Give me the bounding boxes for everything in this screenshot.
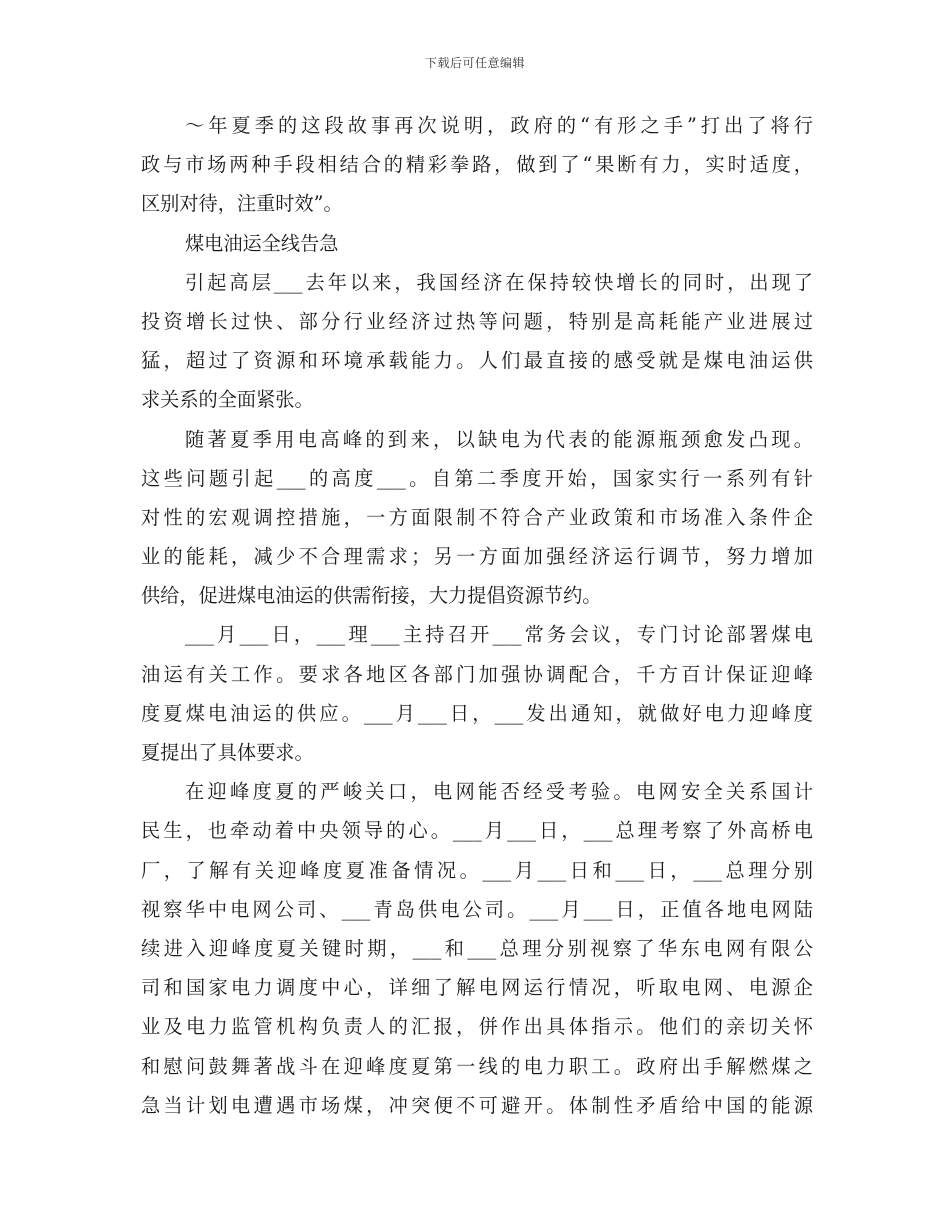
text-line: 和慰问鼓舞著战斗在迎峰度夏第一线的电力职工。政府出手解燃煤之 bbox=[141, 1054, 813, 1078]
text-line: 在迎峰度夏的严峻关口，电网能否经受考验。电网安全关系国计 bbox=[185, 780, 813, 804]
text-line: 油运有关工作。要求各地区各部门加强协调配合，千方百计保证迎峰 bbox=[141, 662, 813, 686]
text-line: 引起高层___去年以来，我国经济在保持较快增长的同时，出现了 bbox=[185, 270, 813, 294]
text-line: 供给，促进煤电油运的供需衔接，大力提倡资源节约。 bbox=[141, 584, 602, 608]
text-line: ___月___日，___理___主持召开___常务会议，专门讨论部署煤电 bbox=[185, 623, 813, 647]
text-line: 煤电油运全线告急 bbox=[185, 231, 339, 255]
text-line: 夏提出了具体要求。 bbox=[141, 741, 314, 764]
text-line: 续进入迎峰度夏关键时期，___和___总理分别视察了华东电网有限公 bbox=[141, 936, 813, 960]
text-line: 度夏煤电油运的供应。___月___日，___发出通知，就做好电力迎峰度 bbox=[141, 701, 813, 725]
text-line: 民生，也牵动着中央领导的心。___月___日，___总理考察了外高桥电 bbox=[141, 819, 813, 843]
text-line: 这些问题引起___的高度___。自第二季度开始，国家实行一系列有针 bbox=[141, 466, 813, 490]
page-header: 下载后可任意编辑 bbox=[424, 56, 525, 70]
text-line: 区别对待，注重时效”。 bbox=[141, 192, 343, 216]
text-line: 业及电力监管机构负责人的汇报，併作出具体指示。他们的亲切关怀 bbox=[141, 1015, 813, 1039]
text-line: 对性的宏观调控措施，一方面限制不符合产业政策和市场准入条件企 bbox=[141, 505, 813, 529]
text-line: 随著夏季用电高峰的到来，以缺电为代表的能源瓶颈愈发凸现。 bbox=[185, 427, 813, 451]
text-line: 猛，超过了资源和环境承载能力。人们最直接的感受就是煤电油运供 bbox=[141, 349, 813, 373]
text-line: ～年夏季的这段故事再次说明，政府的“有形之手”打出了将行 bbox=[185, 114, 813, 137]
text-line: 政与市场两种手段相结合的精彩拳路，做到了“果断有力，实时适度， bbox=[141, 153, 813, 177]
text-line: 司和国家电力调度中心，详细了解电网运行情况，听取电网、电源企 bbox=[141, 976, 813, 1000]
document-body bbox=[141, 106, 813, 1125]
text-line: 急当计划电遭遇市场煤，冲突便不可避开。体制性矛盾给中国的能源 bbox=[141, 1093, 813, 1117]
text-line: 视察华中电网公司、___青岛供电公司。___月___日，正值各地电网陆 bbox=[141, 897, 813, 921]
text-line: 业的能耗，减少不合理需求；另一方面加强经济运行调节，努力增加 bbox=[141, 545, 813, 569]
text-line: 投资增长过快、部分行业经济过热等问题，特别是高耗能产业进展过 bbox=[141, 309, 813, 333]
text-line: 求关系的全面紧张。 bbox=[141, 388, 314, 412]
text-line: 厂，了解有关迎峰度夏准备情况。___月___日和___日，___总理分别 bbox=[141, 858, 813, 882]
